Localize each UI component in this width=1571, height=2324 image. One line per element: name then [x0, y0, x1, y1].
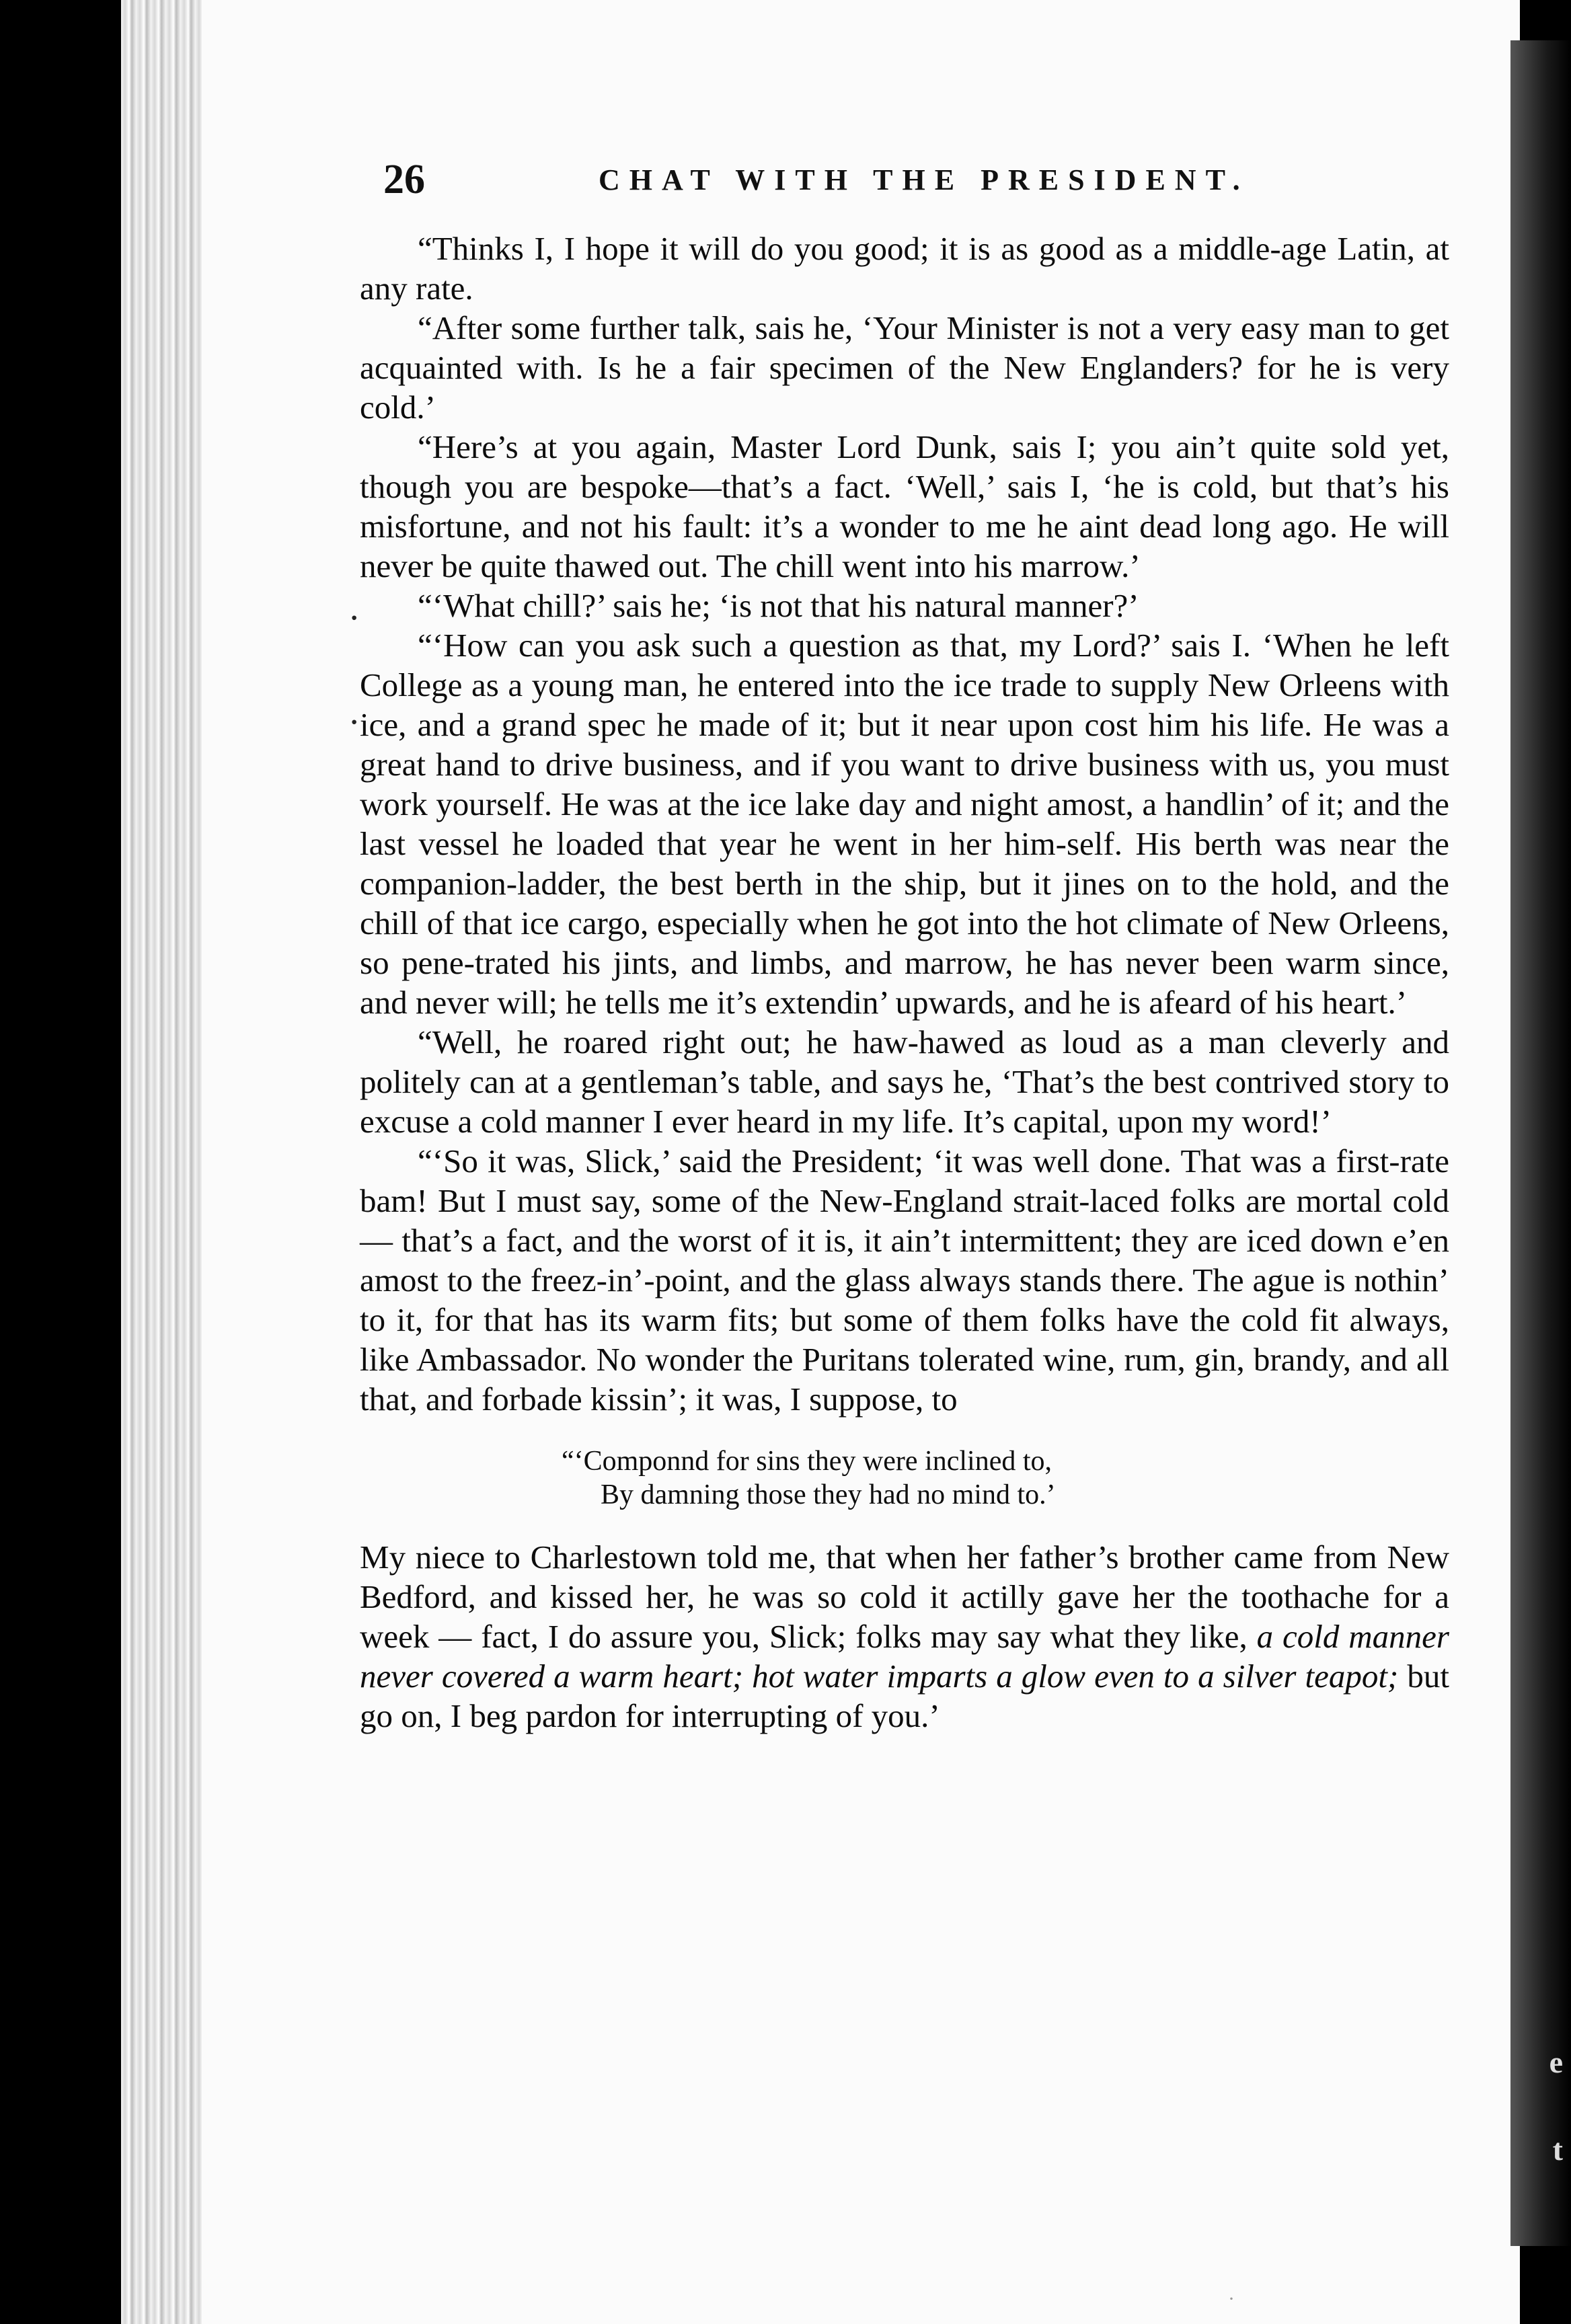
scan-speck: ·: [1228, 2288, 1235, 2310]
paragraph: “Thinks I, I hope it will do you good; it is as good as a middle-age Latin, at any rate.: [360, 230, 1449, 307]
page-number: 26: [383, 157, 425, 202]
page-body: [360, 229, 1449, 1736]
paragraph: “‘How can you ask such a question as that, my Lord?’ sais I. ‘When he left College as a young man, he entered into the ice trade to supply New Orleens with ice, and a grand spec he made of it; but it near upon cost him his life. He was a great hand to drive business, and if you want to drive business with us, you must work yourself. He was at the ice lake day and night amost, a handlin’ of it; and the last vessel he loaded that year he went in her him-self. His berth was near the companion-ladder, the best berth in the ship, but it jines on to the hold, and the chill of that ice cargo, especially when he got into the hot climate of New Orleens, so pene-trated his jints, and limbs, and marrow, he has never been warm since, and never will; he tells me it’s extendin’ upwards, and he is afeard of his heart.’: [360, 627, 1449, 1021]
facing-page-shadow: [1510, 40, 1571, 2246]
paragraph: “Well, he roared right out; he haw-hawed as loud as a man cleverly and politely can at a gentleman’s table, and says he, ‘That’s the best contrived story to excuse a cold manner I ever heard in my life. It’s capital, upon my word!’: [360, 1023, 1449, 1140]
ink-speck: ·: [350, 707, 359, 737]
ink-speck: ·: [350, 603, 359, 633]
paragraph: “After some further talk, sais he, ‘Your Minister is not a very easy man to get acquainted with. Is he a fair specimen of the New Englanders? for he is very cold.’: [360, 309, 1449, 426]
final-paragraph-lead: My niece to Charlestown told me, that when her father’s brother came from New Bedford, and kissed her, he was so cold it actilly gave her the toothache for a week — fact, I do assure you, Slick; folks may say what they like,: [360, 1539, 1449, 1655]
paragraph: “Here’s at you again, Master Lord Dunk, sais I; you ain’t quite sold yet, though you are bespoke—that’s a fact. ‘Well,’ sais I, ‘he is cold, but that’s his misfortune, and not his fault: it’s a wonder to me he aint dead long ago. He will never be quite thawed out. The chill went into his marrow.’: [360, 428, 1449, 584]
page-header: [383, 156, 1419, 210]
verse-quotation: [562, 1444, 1449, 1512]
verse-line: “‘Componnd for sins they were inclined to,: [562, 1446, 1052, 1477]
italic-aphorism: a cold manner never covered a warm heart; hot water imparts a glow even to a silver teapot;: [360, 1618, 1449, 1695]
running-title: CHAT WITH THE PRESIDENT.: [599, 163, 1250, 196]
final-paragraph: [360, 1537, 1449, 1736]
verse-line: By damning those they had no mind to.’: [601, 1479, 1056, 1510]
paragraph: “‘So it was, Slick,’ said the President; ‘it was well done. That was a first-rate bam! But I must say, some of the New-England strait-laced folks are mortal cold — that’s a fact, and the worst of it is, it ain’t intermittent; they are iced down e’en amost to the freez-in’-point, and the glass always stands there. The ague is nothin’ to it, for that has its warm fits; but some of them folks have the cold fit always, like Ambassador. No wonder the Puritans tolerated wine, rum, gin, brandy, and all that, and forbade kissin’; it was, I suppose, to: [360, 1142, 1449, 1418]
facing-page-fragment: e: [1549, 2045, 1563, 2079]
paragraph: “‘What chill?’ sais he; ‘is not that his natural manner?’: [418, 587, 1139, 624]
facing-page-fragment: t: [1552, 2132, 1563, 2167]
final-paragraph-tail: but go on, I beg pardon for interrupting of you.’: [360, 1658, 1449, 1734]
